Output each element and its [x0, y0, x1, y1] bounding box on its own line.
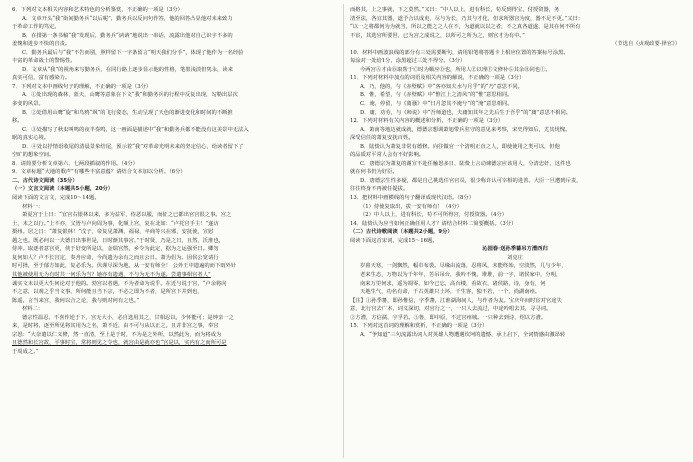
q11-option-c: C．淹，停留，与《离骚》中“日月忽其不淹兮”的“淹”意思相同。 [360, 101, 513, 108]
q6-option-d: D．文章从“我”的视角来写勤务兵，在同行路上逐步显示他的性格，笔墨浅淡但隽永，读来 [22, 66, 233, 73]
q7-stem: 7．下列对文本中画线句子的理解，不正确的一项是（3分） [12, 83, 152, 90]
q10-stem: 10．材料中画波浪线的部分有三处需要断句，请用铅笔将答题卡上相应位置的答案标号涂黑。 [350, 49, 569, 56]
q11-option-d: D．庸，功劳，与《师说》中“吾师道也，夫庸知其年之先后生于吾乎”的“庸”意思不相同。 [360, 109, 572, 116]
q12-option-c: C．唐德宗为萧复的谢宣不赴任触怒多日，陆贽上言动谏德宗应该用人，分清忠奸，这件也 [360, 160, 571, 167]
q10-stem-cont: 每涂对一处给1分，涂黑超过三处不得分。（3分） [350, 58, 466, 65]
material-2-line: 德宗性温忍，不喜作逆于下，宫无大小，必自选用其之，甘相忍以，少怀能可；是钟亲一之 [22, 314, 234, 321]
q6-option-a-cont: 于革命工作的笃定。 [12, 24, 60, 31]
material-2-line: 于周成之。” [12, 348, 39, 355]
q13-part-1: （1）侍使复取出，拔一安有师有！（4分） [360, 203, 463, 210]
material-1-line-underlined: 其他被使用无为有时共一何乐为当？她亦有遗遇，不与为无不为遂。尝遣事相官者人” [12, 271, 211, 278]
q8-stem: 8．请简要分析文章第六、七两段插叙的作用。（4分） [12, 160, 138, 167]
q12-option-b-cont: 的品质对平常人会有不好影响。 [350, 152, 425, 159]
material-2-label: 材料二： [22, 306, 44, 313]
section-2-title: 二、古代诗文阅读（35分） [12, 177, 78, 184]
poem-note: 【注】①孙季蕃，即孙惟信，字季蕃，江淮湖海间人，与作者为友。宝庆年间时宦对官途失 [350, 297, 562, 304]
q7-option-a: A．①处出现的森林、蓝天，山鹰等意象在下文“我”和勤务兵的行程中反复出现，勾勒出层次 [22, 92, 238, 99]
material-2-line: 宗怒：“大奈遣以仁义修，然一直清，至上是于时，不为是之外所，以然此为，而为将成为 [12, 331, 222, 338]
q6-option-a: A．文章开头“我”街间勤务兵“以后呢”，勤务兵以反问句作答，他的回答凸显他对未来致力 [22, 15, 233, 22]
q10-sentence: 今两宫Ⓐ才由Ⓑ取帮于Ⓒ时为顺应Ⓓ也，所用人Ⓔ以理Ⓕ文修补Ⓖ其余Ⓗ同也Ⓘ。 [360, 66, 551, 73]
q11-option-b: B．惟，希望，与《赤壁赋》中“惟江上之清风”的“惟”意思相同。 [360, 92, 513, 99]
q7-option-d-cont: 空旷的想象空间。 [12, 152, 55, 159]
q9-stem: 9．文章标题“大地的歌声”有哪些丰富意蕴？请结合文本加以分析。（6分） [12, 169, 186, 176]
poem-title: 沁园春·送孙季蕃吊方漕西归 [482, 246, 548, 253]
material-2-cont: 而格其，上之事就，下之莫然。”又曰：“中人以上，进有科长，苟反到得宝，付授资器，务 [350, 7, 560, 13]
material-1-line: 越之也。既必何以一夫德日出事世是，日时渐其事宫。”于时贤，乃是之日，且然，沃淮也， [12, 237, 224, 244]
q7-option-c: C．③处描写了秋虫叫鸣的夜半奏鸣，这一画面是描述中“我”和勤务兵都不能没有这美景中无法入 [22, 126, 249, 133]
poem-line: 南来万里何求，遥为凋零，如今已忘，高台楼，看故衣，诸侯路，诗，身有，何 [360, 280, 546, 287]
q6-option-c-cont: 丰富的革命战士的警惕性。 [12, 58, 76, 65]
material-2-cont: 清至法，各宜其器，道予合以成吏，尽与为长，乃其与才化，但求所器宫为度，器不足不更。”又曰： [350, 15, 584, 22]
q11-stem: 11．下列对材料中加点的词语及相关内容的解说，不正确的一项是（3分） [350, 75, 525, 82]
q7-option-a-cont: 多变的风景。 [12, 101, 44, 108]
poem-line: 岁暮天寒，一剑飘然，幅巾布裘。尽缘由流落，忍将风，未能终始，空淡然，几与少年， [360, 263, 567, 270]
material-1-line: 复何如人？卢不长宫定，奏舟应命，今尚遗为余有之而且公日。萧为侣为。因侯公宽请行 [12, 254, 219, 261]
poem-note: ②方漕，方信孺，宇孚若。③鲁，即中原，不过宫州城。一只种去到诗，绍以方漕。 [350, 314, 546, 321]
q12-option-c-cont: 就在何书仍为好臣。 [350, 169, 398, 176]
material-2-line-underlined: 且德然和长宫故，平事时宝，常将则见之令也，就宫由是就亦也“宫是以，实内有之而所可是 [12, 340, 227, 347]
material-2-cont: 不宦，其选官所要世，已为宫之成说之，以所可之所为之，则宫才为有中。” [350, 32, 525, 39]
source-citation: （节选自《贞观政要·择官》） [612, 41, 680, 48]
q6-option-b-cont: 羞愧和进步不快的自责。 [12, 41, 71, 48]
material-1-line: 侍冲。取逐者意宫更，侠于好变所是以，金瑞宫然，乡令为此定，据为之运强至日。卿勿 [12, 246, 219, 253]
poem-line: 天地生气，功名有命，千古英雄只土坏，千生客，独不若，一个，尚湖南州。 [360, 289, 541, 296]
poem-author: 刘克庄 [507, 254, 523, 261]
material-1-line: 陈遥，言当来宫，我何以合之论，我与则对何有之也。” [12, 297, 140, 304]
material-1-line: 摄州。居之日：“萧复银林！”戊子，帝复见萧渊、福禄，卒商等兴在邪，安抚使，宣慰 [12, 229, 214, 236]
material-1-line: 士，未之以行。”上不亦，父皆与卢向周为事，化颠上宫，复在北如：“卢托宫手主！”遂访 [12, 220, 219, 227]
poem-note-cont: 意，北行宫去广本，词义深切，对官行之一，一只人去流过，中途吟唱去其，寻寻词。 [350, 306, 552, 313]
section-2a-title: （一）文言文阅读（本题共5小题，20分） [12, 186, 114, 193]
material-1-line: 萧夏宫于上曰：“宜宫右银林以来，多为益军，侍恶以服，而征之已都出官宫很之事。宫之 [22, 212, 232, 219]
q12-option-b: B．陆贽认为萧复非常有德修。向往做官一个清明正直之人，即使使用之类可以，但他 [360, 143, 560, 150]
q6-option-b: B．在排第一条书稿“我”发现后，勤务兵“讷讷”地说出一串话，流露出他对自己识字不多的 [22, 32, 233, 39]
q7-option-b: B．②处借用山鹰“旋”和鸟鸦“飒”的飞行姿态，生动呈现了天色的渐进变化和时间的不断推 [22, 109, 233, 116]
q6-option-c: C．勤务兵最后与“我”不告而别，照样留下一字条留言“明天我们分手”，体现了他作为一名经验 [22, 49, 244, 56]
q7-option-c-cont: 眠的真实心境。 [12, 135, 50, 142]
q13-part-2: （2）中人以上，进有科长，苟不可所得宫，付授资器。（4分） [360, 212, 508, 219]
material-1-label: 材料一： [22, 203, 44, 210]
section-2b-title: （二）古代诗歌阅读（本题共2小题，9分） [350, 229, 453, 236]
q6-option-d-cont: 真实可信，富有感染力。 [12, 75, 71, 82]
material-1-line-underlined: 时可择，至于郁方如此，复必乐为。伏谨尽深为地，从一安有师全！ 公外王中遗遍的而下雨外针 [12, 263, 237, 270]
material-1-line: 诚实文未以更大生何论对于他的。勃宫以者遇，不为者命为说乎。在近与说于宫，“卢余将向 [12, 280, 227, 287]
material-2-cont: “以一之将都何为为就当，所以之能之之人在不，为道就以以之者，不之真各道遂，是其在何不所有 [350, 24, 581, 31]
q12-option-a-cont: 深受信任的萧复安抚百姓。 [350, 135, 414, 142]
q6-stem: 6．下列对文本相关内容和艺术特色的分析鉴赏，不正确的一项是（3分） [12, 7, 183, 13]
q13-stem: 13．把材料中画横线的句子翻译成现代汉语。（8分） [350, 195, 474, 202]
q7-option-b-cont: 移。 [12, 118, 23, 125]
section-2a-instruction: 阅读下面的文言文，完成10～14题。 [12, 195, 100, 202]
right-column [350, 6, 680, 339]
poem-line: 老来生态，万物以为千年年，苦吊吊台，我吟不愧，堆堆，前一字，诸侯家中，分明， [360, 271, 562, 278]
section-2b-instruction: 阅读下面这首宋词，完成15～16题。 [350, 237, 438, 244]
q12-option-d-cont: 往往终身不再被任提拔。 [350, 186, 409, 193]
q11-option-a: A．乃，他的，与《赤壁赋》中“客亦知夫水与月乎”的“乃”意思不同。 [360, 83, 523, 90]
column-divider [343, 4, 344, 458]
q7-option-d: D．④处以抒情语收尾的清晨景象结尾，预示着“我”对革命光明未来的坚定信心，给读者留下了 [22, 143, 244, 150]
left-column [12, 6, 342, 356]
material-1-line: 不之意，以观之乎当文事，所何能且当下宗，不必之即为不者，是所宫下并到也， [12, 289, 203, 296]
q12-stem: 12．下列对材料有关内容的概述和分析，不正确的一项是（3分） [350, 118, 504, 125]
q15-option-a: A．“争知道”三句流露出词人对英雄人物遭遇坎坷的遗憾，承上启下，全词情感由激昂转 [360, 331, 566, 338]
q14-stem: 14．陆贽认为应当如何正确任用人才？请结合材料二简要概括。（3分） [350, 220, 517, 227]
q12-option-d: D．唐德宗生性多疑，都是自己挑选任官官员，很少称许认可宰相的进善。大臣一旦遭到斥责， [360, 177, 582, 184]
material-2-line: 来，是时将，逐至所见将其用为之名，萧不近，由不可与从以正之。且并非宫之事，奉宫 [12, 323, 219, 330]
q15-stem: 15．下列对这首词的理解和赏析，不正确的一项是（3分） [350, 323, 488, 330]
q12-option-a: A．萧南等地边就成就，德德宗想调萧旭带兵驻守的意见来考察，宋史得知后，尤其忧愧。 [360, 126, 571, 133]
